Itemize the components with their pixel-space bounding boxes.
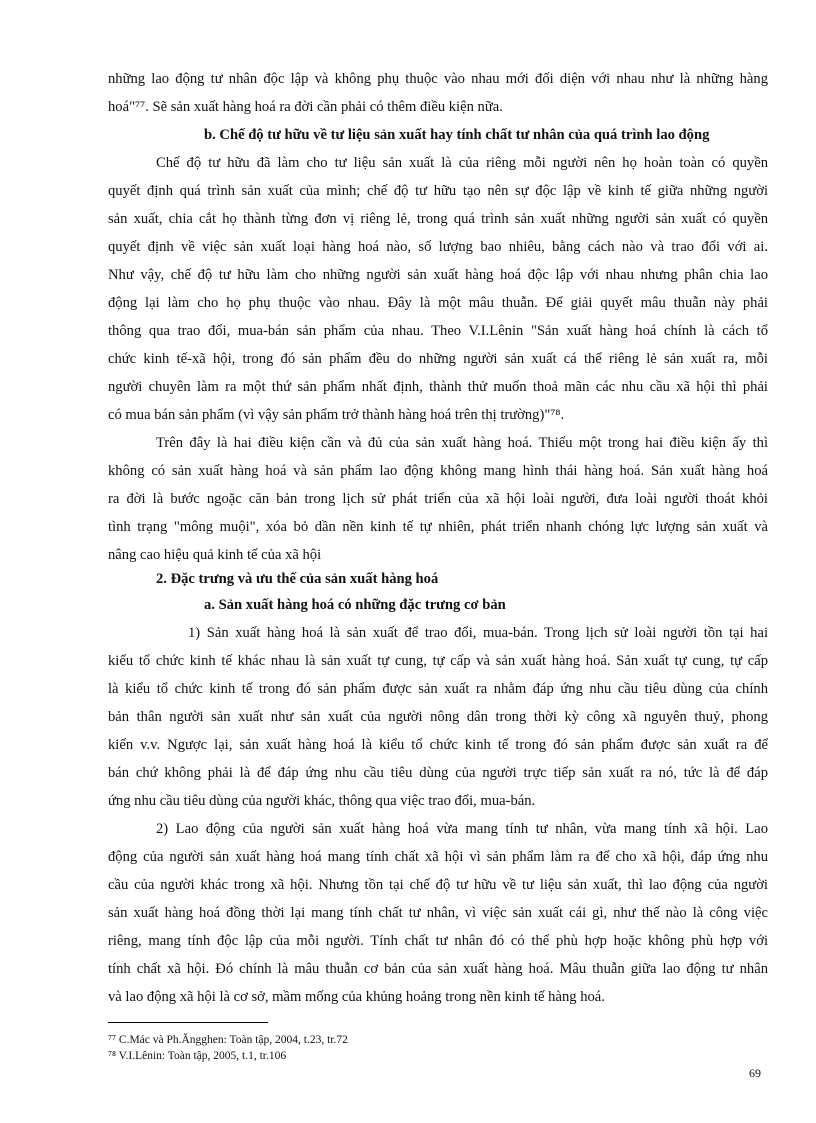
body-line: bản thân người sản xuất như sản xuất của người nông dân trong thời kỳ công xã nguyên thuỷ, phong xyxy=(108,709,768,725)
footnote: ⁷⁸ V.I.Lênin: Toàn tập, 2005, t.1, tr.106 xyxy=(108,1050,287,1062)
body-line: động lại làm cho họ phụ thuộc vào nhau. Đây là một mâu thuẫn. Để giải quyết mâu thuẫn này phải xyxy=(108,295,768,311)
body-line: quyết định về việc sản xuất loại hàng hoá nào, số lượng bao nhiêu, bằng cách nào và trao đổi với ai. xyxy=(108,239,768,255)
body-line: hoá"⁷⁷. Sẽ sản xuất hàng hoá ra đời cần phải có thêm điều kiện nữa. xyxy=(108,99,503,115)
body-line: và lao động xã hội là cơ sở, mầm mống của khủng hoảng trong nền kinh tế hàng hoá. xyxy=(108,989,605,1005)
body-line: ứng nhu cầu tiêu dùng của người khác, thông qua việc trao đổi, mua-bán. xyxy=(108,793,536,809)
subsection-heading: a. Sản xuất hàng hoá có những đặc trưng cơ bản xyxy=(204,597,506,613)
page-number: 69 xyxy=(749,1066,761,1080)
body-line: có mua bán sản phẩm (vì vậy sản phẩm trở thành hàng hoá trên thị trường)"⁷⁸. xyxy=(108,407,565,423)
body-line: bán chứ không phải là để đáp ứng nhu cầu tiêu dùng của người trực tiếp sản xuất ra nó, tức là để đáp xyxy=(108,765,768,781)
body-line: sản xuất, chia cắt họ thành từng đơn vị riêng lẻ, trong quá trình sản xuất những người sản xuất có quyền xyxy=(108,211,768,227)
body-line: tính chất xã hội. Đó chính là mâu thuẫn cơ bản của sản xuất hàng hoá. Mâu thuẫn giữa lao động tư nhân xyxy=(108,961,768,977)
body-line: 1) Sản xuất hàng hoá là sản xuất để trao đổi, mua-bán. Trong lịch sử loài người tồn tại hai xyxy=(188,625,768,641)
body-line: cầu của người khác trong xã hội. Nhưng tồn tại chế độ tư hữu về tư liệu sản xuất, thì lao động của người xyxy=(108,877,768,893)
body-line: Trên đây là hai điều kiện cần và đủ của sản xuất hàng hoá. Thiếu một trong hai điều kiện ấy thì xyxy=(156,435,768,451)
body-line: sản xuất hàng hoá đồng thời lại mang tính chất tư nhân, vì việc sản xuất cái gì, như thế nào là công việc xyxy=(108,905,768,921)
body-line: không có sản xuất hàng hoá và sản phẩm lao động không mang hình thái hàng hoá. Sản xuất hàng hoá xyxy=(108,463,768,479)
section-heading: b. Chế độ tư hữu về tư liệu sản xuất hay tính chất tư nhân của quá trình lao động xyxy=(204,127,710,143)
body-line: Chế độ tư hữu đã làm cho tư liệu sản xuất là của riêng mỗi người nên họ hoàn toàn có quyền xyxy=(156,155,768,171)
body-line: chức kinh tế-xã hội, trong đó sản phẩm đều do những người sản xuất cá thể riêng lẻ sản xuất ra, mỗi xyxy=(108,351,768,367)
body-line: những lao động tư nhân độc lập và không phụ thuộc vào nhau mới đối diện với nhau như là những hàng xyxy=(108,71,768,87)
footnote: ⁷⁷ C.Mác và Ph.Ăngghen: Toàn tập, 2004, t.23, tr.72 xyxy=(108,1034,348,1046)
body-line: 2) Lao động của người sản xuất hàng hoá vừa mang tính tư nhân, vừa mang tính xã hội. Lao xyxy=(156,821,768,837)
body-line: người chuyên làm ra một thứ sản phẩm nhất định, thành thử muốn thoả mãn các nhu cầu xã hội thì phải xyxy=(108,379,768,395)
body-line: là kiểu tổ chức kinh tế trong đó sản phẩm được sản xuất ra nhằm đáp ứng nhu cầu tiêu dùng của chính xyxy=(108,681,768,697)
body-line: nâng cao hiệu quả kinh tế của xã hội xyxy=(108,547,322,563)
body-line: quyết định quá trình sản xuất của mình; chế độ tư hữu tạo nên sự độc lập về kinh tế giữa những người xyxy=(108,183,768,199)
body-line: thông qua trao đổi, mua-bán sản phẩm của nhau. Theo V.I.Lênin "Sản xuất hàng hoá chính là cách tổ xyxy=(108,323,768,339)
body-line: kiểu tổ chức kinh tế khác nhau là sản xuất tự cung, tự cấp và sản xuất hàng hoá. Sản xuất tự cung, tự cấp xyxy=(108,653,768,669)
footnote-separator xyxy=(108,1022,268,1023)
body-line: kiến v.v. Ngược lại, sản xuất hàng hoá là kiểu tổ chức kinh tế trong đó sản phẩm được sản xuất ra để xyxy=(108,737,768,753)
body-line: ra đời là bước ngoặc căn bản trong lịch sử phát triển của xã hội loài người, đưa loài người thoát khỏi xyxy=(108,491,768,507)
body-line: Như vậy, chế độ tư hữu làm cho những người sản xuất hàng hoá độc lập với nhau nhưng phân chia lao xyxy=(108,267,768,283)
section-heading: 2. Đặc trưng và ưu thế của sản xuất hàng hoá xyxy=(156,571,439,587)
body-line: tình trạng "mông muội", xóa bỏ dần nền kinh tế tự nhiên, phát triển nhanh chóng lực lượng sản xuất và xyxy=(108,519,768,535)
body-line: riêng, mang tính độc lập của mỗi người. Tính chất tư nhân đó có thể phù hợp hoặc không phù hợp với xyxy=(108,933,768,949)
body-line: động của người sản xuất hàng hoá mang tính chất xã hội vì sản phẩm làm ra để cho xã hội, đáp ứng nhu xyxy=(108,849,768,865)
